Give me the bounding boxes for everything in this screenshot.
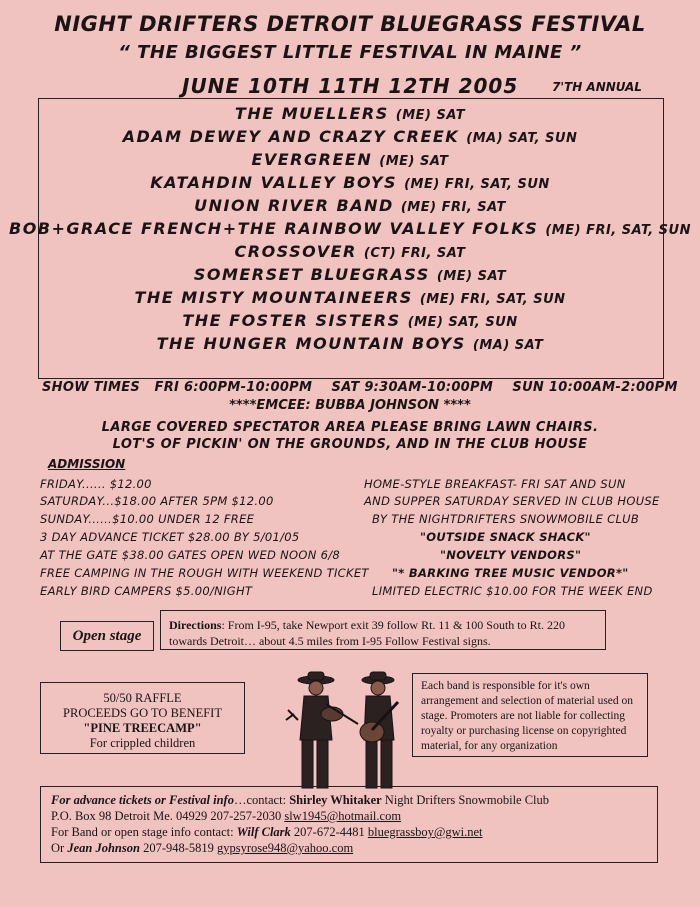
admission-camping: FREE CAMPING IN THE ROUGH WITH WEEKEND TICKET [40, 566, 369, 580]
directions-box [160, 610, 606, 650]
admission-friday: FRIDAY...... $12.00 [40, 477, 152, 491]
annual-label: 7'TH ANNUAL [552, 80, 642, 94]
amenity-novelty-vendors: "NOVELTY VENDORS" [440, 548, 582, 562]
lineup-band [0, 288, 700, 307]
band-name: ADAM DEWEY AND CRAZY CREEK [122, 127, 460, 146]
band-info-text: For Band or open stage info contact: [51, 825, 237, 839]
covered-area-note: LARGE COVERED SPECTATOR AREA PLEASE BRING LAWN CHAIRS. [101, 420, 599, 435]
show-times-fri: FRI 6:00PM-10:00PM [154, 380, 313, 395]
admission-advance: 3 DAY ADVANCE TICKET $28.00 BY 5/01/05 [40, 530, 300, 544]
band-days: (ME) SAT [436, 269, 507, 284]
show-times [42, 380, 678, 395]
raffle-line1: 50/50 RAFFLE [103, 691, 182, 705]
open-stage-box: Open stage [60, 621, 154, 651]
contact-line1 [51, 792, 647, 808]
show-times-sun: SUN 10:00AM-2:00PM [512, 380, 678, 395]
band-name: THE FOSTER SISTERS [182, 311, 401, 330]
amenity-by-club: BY THE NIGHTDRIFTERS SNOWMOBILE CLUB [372, 512, 640, 526]
lineup-band [0, 127, 700, 146]
musicians-illustration [268, 670, 408, 790]
band-name: KATAHDIN VALLEY BOYS [150, 173, 398, 192]
contact-phone-wilf: 207-672-4481 [290, 825, 368, 839]
lineup-band [0, 219, 700, 238]
lineup-band [0, 150, 700, 169]
admission-gate: AT THE GATE $38.00 GATES OPEN WED NOON 6/8 [40, 548, 341, 562]
amenity-snack-shack: "OUTSIDE SNACK SHACK" [420, 530, 591, 544]
contact-address: P.O. Box 98 Detroit Me. 04929 207-257-2030 [51, 809, 285, 823]
lineup-band [0, 173, 700, 192]
admission-heading: ADMISSION [48, 457, 126, 471]
contact-club: Night Drifters Snowmobile Club [381, 793, 550, 807]
band-days: (ME) FRI, SAT, SUN [404, 177, 550, 192]
band-name: UNION RIVER BAND [194, 196, 394, 215]
raffle-line3: "PINE TREECAMP" [83, 721, 202, 735]
contact-phone-jean: 207-948-5819 [139, 841, 218, 855]
admission-saturday: SATURDAY...$18.00 AFTER 5PM $12.00 [40, 494, 274, 508]
raffle-line2: PROCEEDS GO TO BENEFIT [63, 706, 222, 720]
band-name: EVERGREEN [251, 150, 373, 169]
contact-name-shirley: Shirley Whitaker [289, 793, 382, 807]
band-name: BOB+GRACE FRENCH+THE RAINBOW VALLEY FOLKS [9, 219, 539, 238]
band-days: (MA) SAT [472, 338, 544, 353]
band-days: (ME) FRI, SAT, SUN [419, 292, 566, 307]
band-days: (ME) SAT [379, 154, 449, 169]
contact-advance-label: For advance tickets or Festival info [51, 793, 234, 807]
festival-dates: JUNE 10TH 11TH 12TH 2005 [182, 74, 519, 98]
show-times-label: SHOW TIMES [42, 380, 141, 395]
lineup-band [0, 104, 700, 123]
email-link-jean[interactable]: gypsyrose948@yahoo.com [217, 841, 354, 855]
band-days: (ME) FRI, SAT [400, 200, 506, 215]
email-link-wilf[interactable]: bluegrassboy@gwi.net [367, 825, 483, 839]
raffle-line4: For crippled children [89, 736, 196, 750]
disclaimer-box: Each band is responsible for it's own arrangement and selection of material used on stage. Promoters are not liable for collecting royalty or purchasing license on copyrighted material, for any organization [412, 673, 648, 757]
admission-sunday: SUNDAY......$10.00 UNDER 12 FREE [40, 512, 255, 526]
band-name: SOMERSET BLUEGRASS [193, 265, 430, 284]
band-days: (ME) FRI, SAT, SUN [545, 223, 691, 238]
pickin-note: LOT'S OF PICKIN' ON THE GROUNDS, AND IN THE CLUB HOUSE [112, 437, 588, 452]
show-times-sat: SAT 9:30AM-10:00PM [331, 380, 494, 395]
lineup-band [0, 242, 700, 261]
contact-line4 [51, 840, 647, 856]
festival-title: NIGHT DRIFTERS DETROIT BLUEGRASS FESTIVAL [54, 12, 646, 36]
raffle-box [40, 682, 245, 754]
contact-text: …contact: [233, 793, 290, 807]
amenity-electric: LIMITED ELECTRIC $10.00 FOR THE WEEK END [372, 584, 653, 598]
band-name: CROSSOVER [234, 242, 357, 261]
band-name: THE HUNGER MOUNTAIN BOYS [156, 334, 466, 353]
emcee: ****EMCEE: BUBBA JOHNSON **** [229, 398, 471, 413]
amenity-supper: AND SUPPER SATURDAY SERVED IN CLUB HOUSE [364, 494, 660, 508]
contact-name-wilf: Wilf Clark [236, 825, 291, 839]
band-days: (CT) FRI, SAT [363, 246, 466, 261]
lineup-band [0, 265, 700, 284]
band-days: (ME) SAT, SUN [407, 315, 518, 330]
lineup-band [0, 196, 700, 215]
contact-or: Or [51, 841, 68, 855]
amenity-barking-tree: "* BARKING TREE MUSIC VENDOR*" [392, 566, 629, 580]
lineup-band [0, 311, 700, 330]
lineup-band [0, 334, 700, 353]
contact-line3 [51, 824, 647, 840]
band-days: (MA) SAT, SUN [466, 131, 578, 146]
contact-box [40, 786, 658, 863]
contact-line2 [51, 808, 647, 824]
admission-early-bird: EARLY BIRD CAMPERS $5.00/NIGHT [40, 584, 253, 598]
amenity-breakfast: HOME-STYLE BREAKFAST- FRI SAT AND SUN [364, 477, 626, 491]
email-link-shirley[interactable]: slw1945@hotmail.com [284, 809, 402, 823]
contact-name-jean: Jean Johnson [67, 841, 140, 855]
festival-subtitle: “ THE BIGGEST LITTLE FESTIVAL IN MAINE ” [118, 42, 582, 63]
band-name: THE MUELLERS [234, 104, 389, 123]
directions-label: Directions [169, 618, 222, 632]
directions-text: : From I-95, take Newport exit 39 follow Rt. 11 & 100 South to Rt. 220 towards Detroit… about 4.5 miles from I-95 Follow Festival signs. [169, 618, 565, 648]
band-name: THE MISTY MOUNTAINEERS [134, 288, 413, 307]
band-days: (ME) SAT [395, 108, 466, 123]
